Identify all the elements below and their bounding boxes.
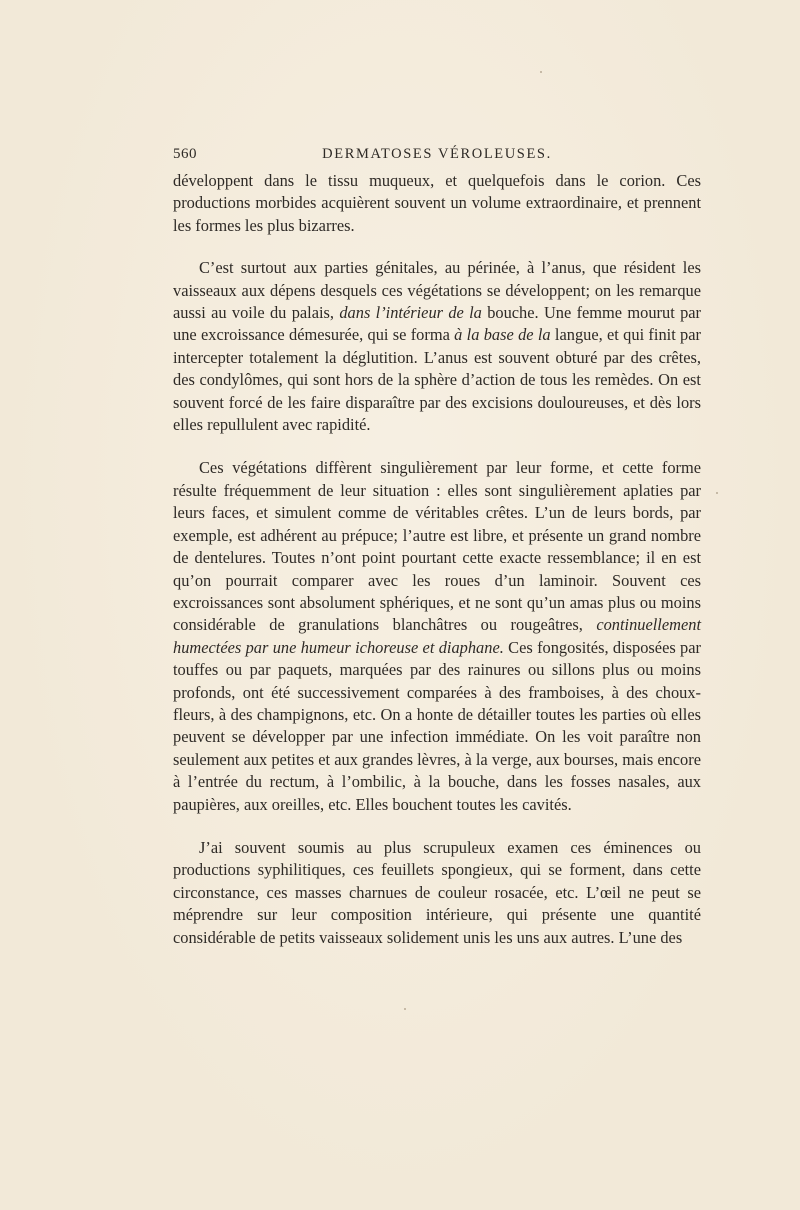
paragraph-gap: [173, 436, 701, 457]
paragraph-gap: [173, 816, 701, 837]
page-header: [173, 146, 701, 166]
italic-run: dans l’intérieur de la: [339, 303, 482, 323]
paragraph-2: [173, 257, 701, 436]
italic-run: continuellement humectées par une humeur ichoreuse et diaphane.: [173, 615, 701, 657]
text-run: développent dans le tissu muqueux, et quelquefois dans le corion. Ces productions morbides acquièrent souvent un volume extraordinaire, et prennent les formes les plus bizarres.: [173, 171, 701, 235]
paragraph-4: [173, 837, 701, 949]
text-run: J’ai souvent soumis au plus scrupuleux examen ces éminences ou productions syphilitiques, ces feuillets spongieux, qui se forment, dans cette circonstance, ces masses charnues de couleur rosacée, etc. L’œil ne peut se méprendre sur leur composition intérieure, qui présente une quantité considérable de petits vaisseaux solidement unis les uns aux autres. L’une des: [173, 837, 701, 947]
text-run: bouche. Une femme mourut par une excroissance démesurée, qui se forma: [173, 303, 701, 345]
paper-speck: [540, 71, 542, 73]
paragraph-3: [173, 457, 701, 816]
page-number: 560: [173, 146, 197, 162]
paragraph-gap: [173, 237, 701, 257]
body-text: [173, 170, 701, 949]
paragraph-1: [173, 170, 701, 237]
paper-speck: [716, 492, 718, 494]
text-run: Ces végétations diffèrent singulièrement par leur forme, et cette forme résulte fréquemment de leur situation : elles sont singulièrement aplaties par leurs faces, et simulent comme de véritables crêtes. L’un de leurs bords, par exemple, est adhérent au prépuce; l’autre est libre, et présente un grand nombre de dentelures. Toutes n’ont point pourtant cette exacte ressemblance; il en est qu’on pourrait comparer avec les roues d’un laminoir. Souvent ces excroissances sont absolument sphériques, et ne sont qu’un amas plus ou moins considérable de granulations blanchâtres ou rougeâtres,: [173, 458, 701, 635]
text-run: C’est surtout aux parties génitales, au périnée, à l’anus, que résident les vaisseaux aux dépens desquels ces végétations se développent; on les remarque aussi au voile du palais,: [173, 258, 701, 323]
text-run: Ces fongosités, disposées par touffes ou par paquets, marquées par des rainures ou sillons plus ou moins profonds, ont été successivement comparées à des framboises, à des choux-fleurs, à des champignons, etc. On a honte de détailler toutes les parties où elles peuvent se développer par une infection immédiate. On les voit paraître non seulement aux petites et aux grandes lèvres, à la verge, aux bourses, mais encore à l’entrée du rectum, à l’ombilic, à la bouche, dans les fosses nasales, aux paupières, aux oreilles, etc. Elles bouchent toutes les cavités.: [173, 637, 701, 814]
italic-run: à la base de la: [454, 325, 551, 345]
running-title: DERMATOSES VÉROLEUSES.: [322, 146, 552, 162]
text-run: langue, et qui finit par intercepter totalement la déglutition. L’anus est souvent obturé par des crêtes, des condylômes, qui sont hors de la sphère d’action de tous les remèdes. On est souvent forcé de les faire disparaître par des excisions douloureuses, et dès lors elles repullulent avec rapidité.: [173, 325, 701, 435]
paper-speck: [404, 1008, 406, 1010]
